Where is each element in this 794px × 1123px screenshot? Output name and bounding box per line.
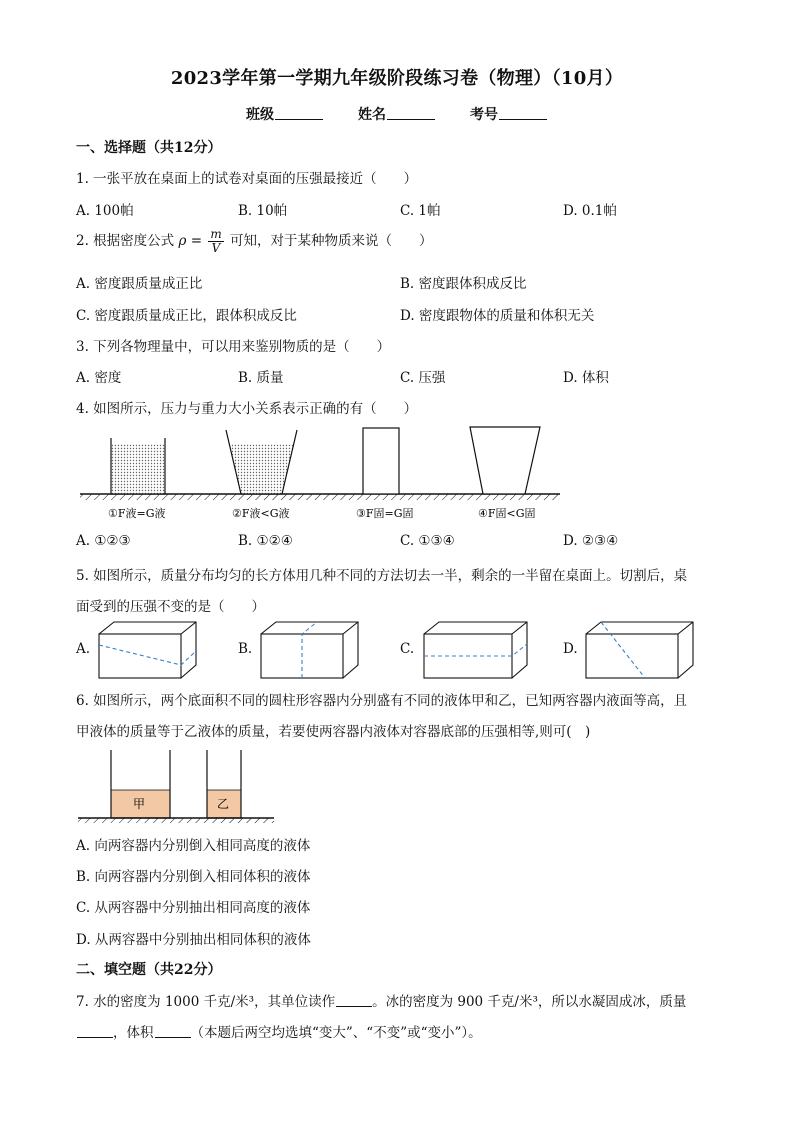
q3-option-c[interactable]: C. 压强 [400,370,446,386]
question-2-stem: 2. 根据密度公式 ρ = $\frac{m}{V}$ 可知，对于某种物质来说（ ） [76,227,433,255]
question-1-stem: 1. 一张平放在桌面上的试卷对桌面的压强最接近（ ） [76,171,418,187]
q1-option-d[interactable]: D. 0.1帕 [563,203,617,219]
exam-no-field: 考号 [470,104,547,124]
q2-option-b[interactable]: B. 密度跟体积成反比 [400,276,527,292]
q1-option-b[interactable]: B. 10帕 [238,203,288,219]
page-title: 2023学年第一学期九年级阶段练习卷（物理）（10月） [170,68,624,89]
question-5-stem-line1: 5. 如图所示，质量分布均匀的长方体用几种不同的方法切去一半，剩余的一半留在桌面上。切割后，桌 [76,568,688,584]
question-4-stem: 4. 如图所示，压力与重力大小关系表示正确的有（ ） [76,401,418,417]
q1-option-c[interactable]: C. 1帕 [400,203,441,219]
q2-option-a[interactable]: A. 密度跟质量成正比 [76,276,203,292]
q6-label-yi: 乙 [217,797,230,811]
q4-label-2: ②F液<G液 [232,507,290,520]
question-5-stem-line2: 面受到的压强不变的是（ ） [76,599,265,615]
q6-label-jia: 甲 [133,797,146,811]
q2-option-c[interactable]: C. 密度跟质量成正比，跟体积成反比 [76,308,297,324]
question-3-stem: 3. 下列各物理量中，可以用来鉴别物质的是（ ） [76,339,391,355]
name-field: 姓名 [358,104,435,124]
q3-option-a[interactable]: A. 密度 [76,370,122,386]
question-6-stem-line1: 6. 如图所示，两个底面积不同的圆柱形容器内分别盛有不同的液体甲和乙，已知两容器内液面等高，且 [76,693,688,709]
q4-option-b[interactable]: B. ①②④ [238,533,293,549]
q6-option-d[interactable]: D. 从两容器中分别抽出相同体积的液体 [76,932,311,948]
q7-blank-2[interactable] [77,1024,113,1038]
q7-blank-3[interactable] [155,1024,191,1038]
q3-option-d[interactable]: D. 体积 [563,370,609,386]
q4-label-4: ④F固<G固 [478,507,536,520]
q4-option-a[interactable]: A. ①②③ [76,533,131,549]
q3-option-b[interactable]: B. 质量 [238,370,284,386]
q4-label-1: ①F液=G液 [108,507,166,520]
question-7-line1: 7. 水的密度为 1000 千克/米³，其单位读作 。冰的密度为 900 千克/米³，所以水凝固成冰，质量 [76,994,687,1010]
section-heading-fill: 二、填空题（共22分） [76,962,222,978]
question-6-stem-line2: 甲液体的质量等于乙液体的质量，若要使两容器内液体对容器底部的压强相等,则可( ) [76,724,591,740]
q5-option-b[interactable]: B. [238,641,253,657]
section-heading-choice: 一、选择题（共12分） [76,140,222,156]
q7-blank-1[interactable] [336,993,372,1007]
q2-option-d[interactable]: D. 密度跟物体的质量和体积无关 [400,308,595,324]
q4-label-3: ③F固=G固 [356,507,414,520]
density-fraction: $\frac{m}{V}$ [210,227,222,255]
q5-option-a[interactable]: A. [76,641,91,657]
class-field: 班级 [246,104,323,124]
q5-option-d[interactable]: D. [563,641,578,657]
question-7-line2: ，体积 （本题后两空均选填“变大”、“不变”或“变小”）。 [76,1021,482,1041]
q6-option-a[interactable]: A. 向两容器内分别倒入相同高度的液体 [76,838,311,854]
q6-option-b[interactable]: B. 向两容器内分别倒入相同体积的液体 [76,869,311,885]
q5-option-c[interactable]: C. [400,641,415,657]
q6-option-c[interactable]: C. 从两容器中分别抽出相同高度的液体 [76,900,311,916]
q1-option-a[interactable]: A. 100帕 [76,203,134,219]
q4-option-c[interactable]: C. ①③④ [400,533,455,549]
q4-option-d[interactable]: D. ②③④ [563,533,619,549]
